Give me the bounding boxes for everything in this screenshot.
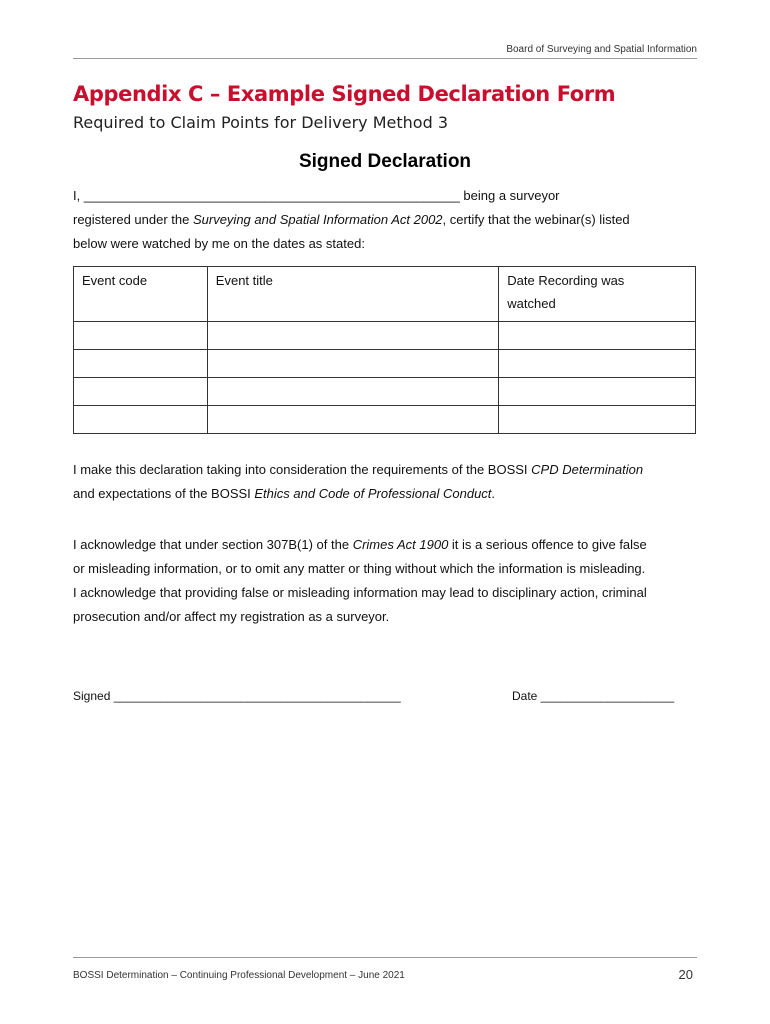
date-watched-cell[interactable] [499, 350, 696, 378]
event-code-cell[interactable] [74, 350, 208, 378]
col-event-code: Event code [74, 267, 208, 322]
consideration-statement [73, 458, 713, 506]
ack-line-1 [73, 533, 713, 557]
table-row [74, 378, 696, 406]
statement-text: . [491, 486, 496, 501]
footer-text: BOSSI Determination – Continuing Professional Development – June 2021 [73, 970, 405, 981]
event-title-cell[interactable] [207, 378, 498, 406]
intro-text: , certify that the webinar(s) listed [442, 212, 630, 227]
act-name: Surveying and Spatial Information Act 2002 [192, 212, 443, 227]
date-watched-cell[interactable] [499, 378, 696, 406]
event-code-cell[interactable] [74, 406, 208, 434]
act-name: Crimes Act 1900 [352, 537, 449, 552]
table-header-row [74, 267, 696, 322]
intro-line-1: I, ____________________________________________________ being a surveyor [73, 188, 560, 203]
statement-text: and expectations of the BOSSI [73, 486, 255, 501]
ack-line-4: prosecution and/or affect my registration as a surveyor. [73, 609, 390, 624]
col-date-line-1: Date Recording was [507, 273, 625, 288]
events-table [73, 266, 696, 434]
table-row [74, 322, 696, 350]
event-code-cell[interactable] [74, 322, 208, 350]
col-date-line-2: watched [507, 296, 556, 311]
date-field[interactable]: Date ____________________ [512, 689, 675, 703]
table-row [74, 406, 696, 434]
event-code-cell[interactable] [74, 378, 208, 406]
table-row [74, 350, 696, 378]
event-title-cell[interactable] [207, 350, 498, 378]
page-number: 20 [678, 967, 693, 982]
header-divider [73, 58, 697, 59]
ack-line-3: I acknowledge that providing false or misleading information may lead to disciplinary action, criminal [73, 585, 647, 600]
declaration-heading: Signed Declaration [298, 151, 472, 172]
document-name: CPD Determination [531, 462, 644, 477]
appendix-subtitle: Required to Claim Points for Delivery Method 3 [73, 113, 448, 132]
acknowledgement-statement [73, 533, 713, 629]
event-title-cell[interactable] [207, 322, 498, 350]
consideration-line-1 [73, 458, 713, 482]
signature-field[interactable]: Signed ___________________________________________ [73, 689, 401, 703]
footer-divider [73, 957, 697, 958]
statement-text: it is a serious offence to give false [448, 537, 647, 552]
appendix-title: Appendix C – Example Signed Declaration Form [73, 82, 616, 106]
col-date-watched [499, 267, 696, 322]
ack-line-2: or misleading information, or to omit any matter or thing without which the information is misleading. [73, 561, 646, 576]
col-event-title: Event title [207, 267, 498, 322]
header-org: Board of Surveying and Spatial Information [506, 44, 697, 55]
intro-line-3: below were watched by me on the dates as stated: [73, 236, 365, 251]
consideration-line-2 [73, 482, 713, 506]
intro-text: registered under the [73, 212, 193, 227]
date-watched-cell[interactable] [499, 322, 696, 350]
intro-line-2 [73, 208, 713, 232]
document-name: Ethics and Code of Professional Conduct [254, 486, 492, 501]
statement-text: I acknowledge that under section 307B(1) of the [73, 537, 353, 552]
declaration-intro [73, 184, 713, 256]
event-title-cell[interactable] [207, 406, 498, 434]
statement-text: I make this declaration taking into consideration the requirements of the BOSSI [73, 462, 532, 477]
date-watched-cell[interactable] [499, 406, 696, 434]
